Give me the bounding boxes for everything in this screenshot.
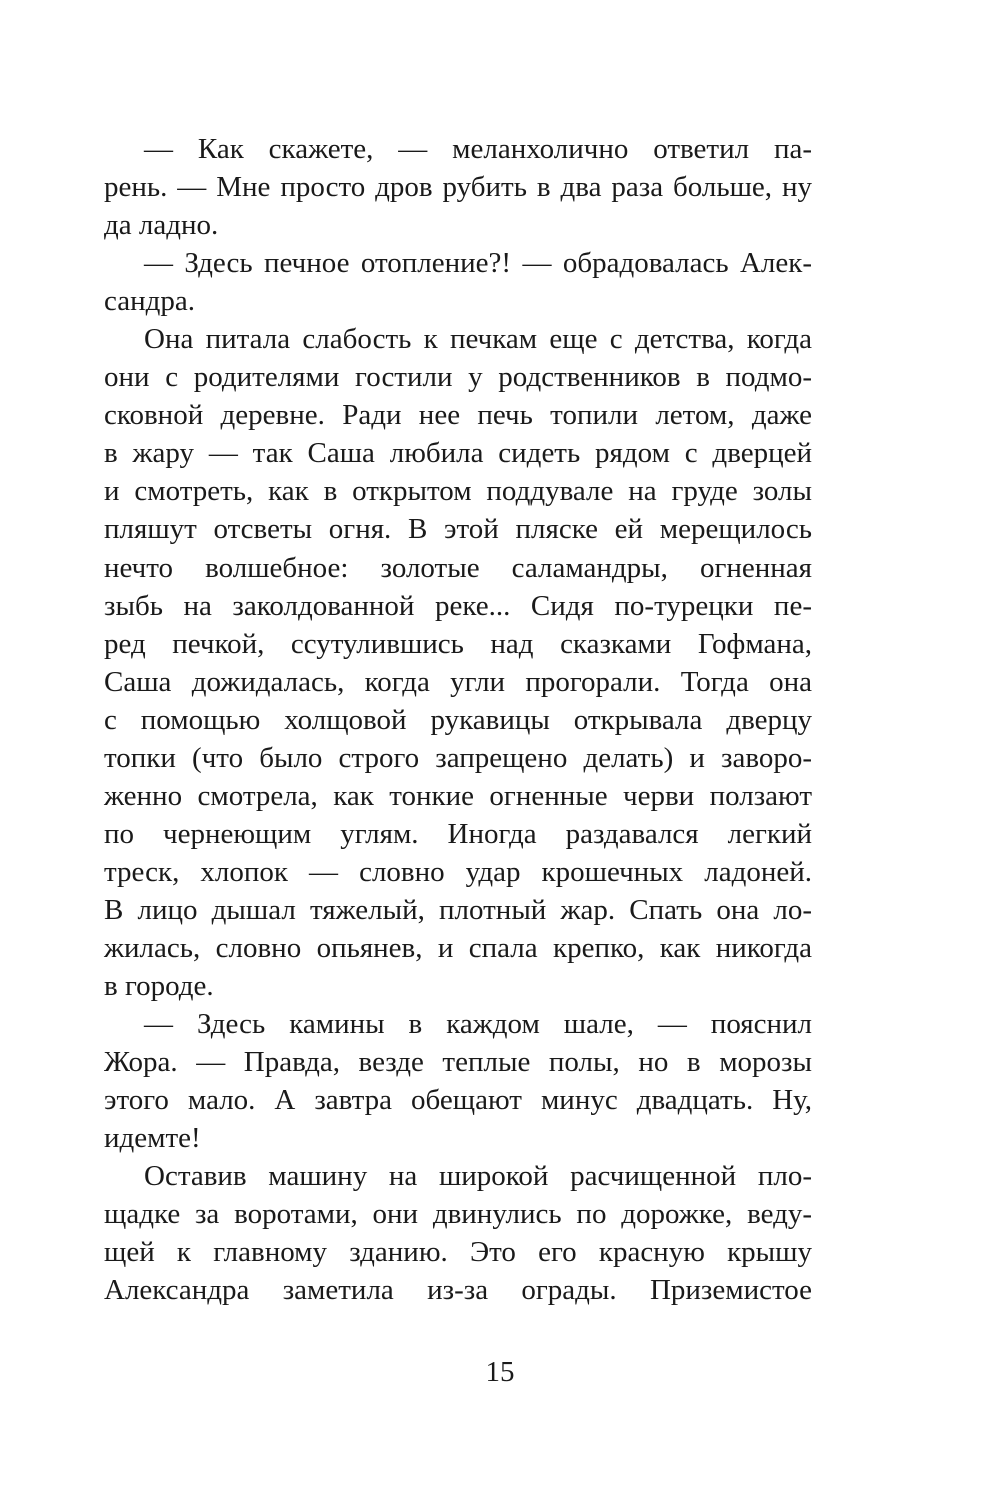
text-line: — Как скажете, — меланхолично ответил па- bbox=[144, 133, 812, 165]
text-line: пляшут отсветы огня. В этой пляске ей мерещилось bbox=[104, 513, 812, 546]
page-number: 15 bbox=[485, 1356, 515, 1388]
text-line: по чернеющим углям. Иногда раздавался легкий bbox=[104, 817, 812, 850]
text-line: топки (что было строго запрещено делать) и заворо- bbox=[104, 741, 812, 774]
text-line: щей к главному зданию. Это его красную крышу bbox=[104, 1236, 812, 1269]
text-line: треск, хлопок — словно удар крошечных ладоней. bbox=[104, 855, 812, 888]
body-text bbox=[104, 130, 812, 1309]
text-line: они с родителями гостили у родственников в подмо- bbox=[104, 361, 812, 394]
text-line: идемте! bbox=[104, 1122, 201, 1155]
text-line: Оставив машину на широкой расчищенной пло- bbox=[144, 1160, 812, 1193]
text-line: Саша дожидалась, когда угли прогорали. Тогда она bbox=[104, 665, 812, 698]
text-line: сковной деревне. Ради нее печь топили летом, даже bbox=[104, 399, 812, 432]
text-line: Жора. — Правда, везде теплые полы, но в морозы bbox=[104, 1046, 812, 1079]
text-line: щадке за воротами, они двинулись по дорожке, веду- bbox=[104, 1198, 812, 1231]
text-line: зыбь на заколдованной реке... Сидя по-турецки пе- bbox=[104, 589, 812, 622]
text-line: ред печкой, ссутулившись над сказками Гофмана, bbox=[104, 627, 812, 660]
text-line: Александра заметила из-за ограды. Приземистое bbox=[104, 1274, 812, 1307]
text-line: в жару — так Саша любила сидеть рядом с дверцей bbox=[104, 437, 812, 470]
text-line: — Здесь камины в каждом шале, — пояснил bbox=[144, 1008, 812, 1041]
text-line: да ладно. bbox=[104, 209, 219, 242]
text-line: с помощью холщовой рукавицы открывала дверцу bbox=[104, 703, 812, 736]
text-line: этого мало. А завтра обещают минус двадцать. Ну, bbox=[104, 1084, 812, 1117]
text-line: нечто волшебное: золотые саламандры, огненная bbox=[104, 551, 812, 584]
text-line: рень. — Мне просто дров рубить в два раза больше, ну bbox=[104, 171, 812, 204]
text-line: Она питала слабость к печкам еще с детства, когда bbox=[144, 323, 812, 356]
text-line: сандра. bbox=[104, 285, 195, 318]
text-line: и смотреть, как в открытом поддувале на груде золы bbox=[104, 475, 812, 508]
text-line: жилась, словно опьянев, и спала крепко, как никогда bbox=[104, 931, 812, 964]
text-line: — Здесь печное отопление?! — обрадовалась Алек- bbox=[144, 247, 812, 280]
text-line: женно смотрела, как тонкие огненные черви ползают bbox=[104, 779, 812, 812]
text-line: В лицо дышал тяжелый, плотный жар. Спать она ло- bbox=[104, 893, 812, 926]
text-line: в городе. bbox=[104, 970, 214, 1003]
